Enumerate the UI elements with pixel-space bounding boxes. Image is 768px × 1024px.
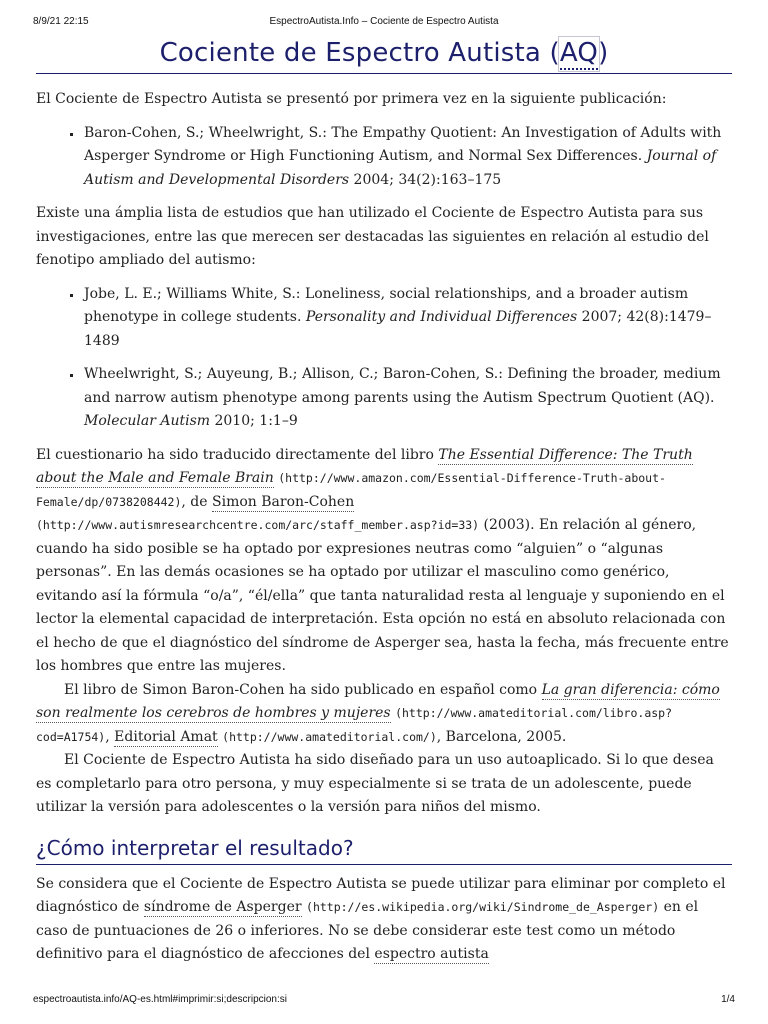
spacer — [36, 74, 732, 88]
autism-spectrum-link[interactable]: espectro autista — [374, 946, 489, 962]
page-title — [36, 38, 732, 74]
original-publication-list — [36, 122, 732, 193]
acronym-aq[interactable]: AQ — [559, 38, 599, 68]
print-url: espectroautista.info/AQ-es.html#imprimir:si;descripcion:si — [33, 994, 287, 1005]
asperger-url: (http://es.wikipedia.org/wiki/Sindrome_de_Asperger) — [306, 900, 660, 914]
book-url: (http://www.amazon.com/Essential-Difference-Truth-about-Female/dp/0738208442) — [36, 471, 666, 509]
ref-text: Baron-Cohen, S.; Wheelwright, S.: The Empathy Quotient: An Investigation of Adults with Asperger Syndrome or High Functioning Autism, and Normal Sex Differences. — [84, 124, 722, 164]
list-item — [82, 283, 732, 354]
interpretation-paragraph — [36, 873, 732, 967]
text-run: El libro de Simon Baron-Cohen ha sido publicado en español como — [64, 681, 542, 698]
page-number: 1/4 — [721, 994, 735, 1005]
text-run: , Barcelona, 2005. — [436, 728, 567, 745]
author-url: (http://www.autismresearchcentre.com/arc/staff_member.asp?id=33) — [36, 518, 480, 532]
list-item — [82, 363, 732, 434]
ref-details: 2007; 42(8):1479–1489 — [84, 309, 712, 349]
publisher-url: (http://www.amateditorial.com/) — [222, 729, 437, 744]
author-link[interactable]: Simon Baron-Cohen — [212, 493, 355, 510]
ref-journal: Personality and Individual Differences — [305, 309, 578, 325]
spanish-edition-paragraph — [36, 679, 732, 750]
studies-intro-paragraph: Existe una ámplia lista de estudios que han utilizado el Cociente de Espectro Autista para sus investigaciones, entre las que merecen ser destacadas las siguientes en relación al estudio del fenotipo ampliado del autismo: — [36, 205, 709, 268]
ref-details: 2004; 34(2):163–175 — [349, 171, 502, 188]
interpretation-heading: ¿Cómo interpretar el resultado? — [36, 836, 732, 865]
print-datetime: 8/9/21 22:15 — [33, 16, 89, 27]
text-run: en el caso de puntuaciones de 26 o inferiores. No se debe considerar este test como un método definitivo para el diagnóstico de afecciones del — [36, 899, 699, 962]
ref-details: 2010; 1:1–9 — [210, 413, 298, 429]
page-content — [36, 38, 732, 967]
text-run: Se considera que el Cociente de Espectro Autista se puede utilizar para eliminar por completo el diagnóstico de — [36, 875, 726, 915]
text-run: , de — [181, 493, 213, 510]
spanish-book-title: La gran diferencia: cómo son realmente los cerebros de hombres y mujeres — [36, 681, 720, 721]
list-item — [82, 122, 732, 193]
ref-text: Jobe, L. E.; Williams White, S.: Loneliness, social relationships, and a broader autism phenotype in college students. — [84, 285, 689, 325]
publisher-link[interactable]: Editorial Amat — [114, 728, 218, 745]
studies-list — [36, 283, 732, 434]
ref-text: Wheelwright, S.; Auyeung, B.; Allison, C.; Baron-Cohen, S.: Defining the broader, medium and narrow autism phenotype among parents using the Autism Spectrum Quotient (AQ). — [84, 366, 721, 406]
book-title: The Essential Difference: The Truth about the Male and Female Brain — [36, 446, 693, 486]
intro-paragraph: El Cociente de Espectro Autista se presentó por primera vez en la siguiente publicación: — [36, 91, 667, 107]
ref-journal: Journal of Autism and Developmental Disorders — [84, 148, 717, 188]
ref-journal: Molecular Autism — [84, 413, 211, 429]
text-run: (2003). En relación al género, cuando ha sido posible se ha optado por expresiones neutras como “alguien” o “algunas personas”. En las demás ocasiones se ha optado por utilizar el masculino como genérico, evitando así la fórmula “o/a”, “él/ella” que tanta naturalidad resta al lenguaje y suponiendo en el lector la elemental capacidad de interpretación. Esta opción no está en absoluto relacionada con el hecho de que el diagnóstico del síndrome de Asperger sea, hasta la fecha, más frecuente entre los hombres que entre las mujeres. — [36, 517, 729, 674]
title-prefix: Cociente de Espectro Autista ( — [159, 38, 560, 68]
print-doc-title: EspectroAutista.Info – Cociente de Espectro Autista — [269, 16, 499, 27]
text-run: , — [105, 728, 115, 745]
spanish-book-url: (http://www.amateditorial.com/libro.asp?cod=A1754) — [36, 706, 673, 744]
asperger-link[interactable]: síndrome de Asperger — [143, 899, 302, 915]
self-administration-paragraph: El Cociente de Espectro Autista ha sido diseñado para un uso autoaplicado. Si lo que desea es completarlo para otro persona, y muy especialmente si se trata de un adolescente, puede utilizar la versión para adolescentes o la versión para niños del mismo. — [36, 752, 714, 815]
translation-paragraph — [36, 444, 732, 679]
text-run: El cuestionario ha sido traducido directamente del libro — [36, 446, 439, 463]
title-suffix: ) — [598, 38, 609, 68]
